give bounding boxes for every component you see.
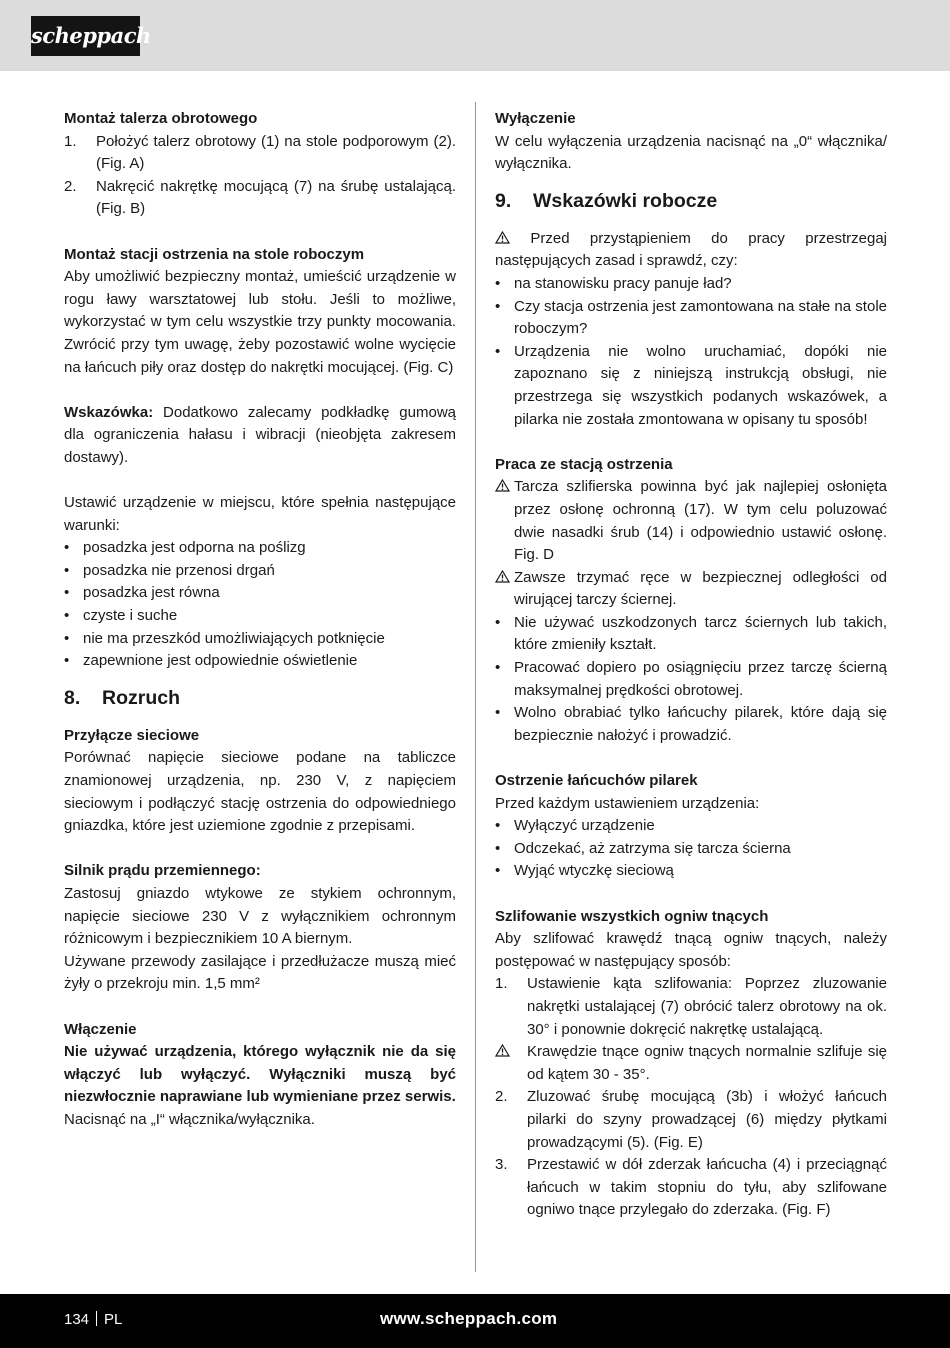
section-title-8: [64, 685, 456, 711]
list-number: 1.: [64, 132, 77, 150]
bullet-item: [495, 860, 887, 883]
bullet-icon: •: [495, 297, 501, 315]
warning-text: Zawsze trzymać ręce w bezpiecznej odległości od wirującej tarczy ściernej.: [514, 568, 887, 609]
footer: [0, 1294, 950, 1348]
paragraph-warning-intro: [495, 228, 887, 273]
bullet-text: nie ma przeszkód umożliwiających potknięcie: [83, 629, 385, 647]
bullet-text: Nie używać uszkodzonych tarcz ściernych lub takich, które zmieniły kształt.: [514, 613, 887, 654]
heading-bench-mounting: Montaż stacji ostrzenia na stole roboczym: [64, 245, 365, 263]
note-text: Dodatkowo zalecamy podkładkę gumową dla ograniczenia hałasu i wibracji (nieobjęta zakresem dostawy).: [64, 403, 456, 466]
bullet-item: [64, 560, 456, 583]
paragraph-mains: Porównać napięcie sieciowe podane na tabliczce znamionowej urządzenia, np. 230 V, z napięciem sieciowym i podłączyć stację ostrzenia do odpowiedniego gniazdka, które jest uziemione zgodnie z przepisami.: [64, 749, 456, 835]
list-number: 3.: [495, 1156, 508, 1174]
warning-item: [495, 567, 887, 612]
website-link[interactable]: www.scheppach.com: [380, 1309, 558, 1328]
bullet-text: posadzka nie przenosi drgań: [83, 561, 275, 579]
heading-grinding: Szlifowanie wszystkich ogniw tnących: [495, 907, 769, 925]
bullet-icon: •: [495, 862, 501, 880]
bullet-item: [495, 612, 887, 657]
bullet-item: [495, 273, 887, 296]
paragraph-placement: Ustawić urządzenie w miejscu, które spełnia następujące warunki:: [64, 494, 456, 534]
list-item: [495, 1086, 887, 1154]
list-item: [495, 973, 887, 1041]
left-column: [64, 108, 456, 1132]
section-name: Wskazówki robocze: [533, 189, 718, 212]
heading-sharpening: Ostrzenie łańcuchów pilarek: [495, 772, 698, 790]
paragraph-bench-mounting: Aby umożliwić bezpieczny montaż, umieścić urządzenie w rogu ławy warsztatowej lub stołu. Jeśli to możliwe, wykorzystać w tym celu wszystkie trzy punkty mocowania. Zwrócić przy tym uwagę, żeby pozostawić wolne wycięcie na łańcuch piły oraz dostęp do nakrętki mocującej. (Fig. C): [64, 268, 456, 376]
paragraph-sharpening-intro: Przed każdym ustawieniem urządzenia:: [495, 794, 760, 812]
list-item: [64, 131, 456, 176]
warning-triangle-icon: [495, 1044, 510, 1057]
warning-triangle-icon: [495, 570, 510, 583]
bullet-icon: •: [64, 561, 70, 579]
list-item: [495, 1154, 887, 1222]
paragraph-motor-2: Używane przewody zasilające i przedłużacze muszą mieć żyły o przekroju min. 1,5 mm²: [64, 952, 456, 993]
bullet-text: Wyjąć wtyczkę sieciową: [514, 862, 674, 880]
heading-switch-on: Włączenie: [64, 1020, 137, 1038]
column-divider: [475, 102, 476, 1272]
warning-text: Krawędzie tnące ogniw tnących normalnie szlifuje się od kątem 30 - 35°.: [527, 1043, 887, 1083]
bullet-text: Wolno obrabiać tylko łańcuchy pilarek, które dają się bezpiecznie nałożyć i prowadzić.: [514, 704, 887, 744]
note-paragraph: [64, 402, 456, 470]
bullet-icon: •: [495, 704, 501, 722]
list-item: [64, 176, 456, 221]
list-text: Nakręcić nakrętkę mocującą (7) na śrubę ustalającą. (Fig. B): [96, 177, 456, 218]
section-number: 8.: [64, 686, 81, 709]
bullet-text: czyste i suche: [83, 607, 178, 625]
section-number: 9.: [495, 189, 512, 212]
footer-separator: [96, 1311, 97, 1326]
heading-motor: Silnik prądu przemiennego:: [64, 862, 261, 880]
bullet-icon: •: [64, 607, 70, 625]
list-text: Położyć talerz obrotowy (1) na stole podporowym (2). (Fig. A): [96, 132, 456, 173]
warning-item: [495, 1041, 887, 1086]
section-title-9: [495, 188, 887, 214]
bullet-icon: •: [64, 539, 70, 557]
bullet-icon: •: [495, 839, 501, 857]
bullet-item: [495, 702, 887, 747]
bullet-icon: •: [495, 817, 501, 835]
list-number: 2.: [495, 1088, 508, 1106]
paragraph-switch-warning: Nie używać urządzenia, którego wyłącznik nie da się włączyć lub wyłączyć. Wyłączniki muszą być niezwłocznie naprawiane lub wymieniane przez serwis.: [64, 1043, 456, 1106]
bullet-icon: •: [64, 584, 70, 602]
list-number: 2.: [64, 177, 77, 195]
header-band: [0, 0, 950, 71]
bullet-icon: •: [64, 629, 70, 647]
language-code: PL: [104, 1311, 123, 1328]
list-text: Zluzować śrubę mocującą (3b) i włożyć łańcuch pilarki do szyny prowadzącej (6) między płytkami prowadzącymi (5). (Fig. E): [527, 1088, 887, 1151]
scheppach-logo: scheppach: [31, 16, 140, 56]
bullet-text: zapewnione jest odpowiednie oświetlenie: [83, 652, 358, 670]
bullet-item: [64, 605, 456, 628]
list-text: Ustawienie kąta szlifowania: Poprzez zluzowanie nakrętki ustalającej (7) obrócić talerz obrotowy na ok. 30° i ponownie dokręcić nakrętkę ustalającą.: [527, 975, 887, 1038]
bullet-item: [495, 838, 887, 861]
page-number: 134: [64, 1311, 90, 1328]
bullet-item: [64, 628, 456, 651]
page-number-group: [64, 1310, 122, 1330]
warning-item: [495, 476, 887, 566]
bullet-icon: •: [495, 342, 501, 360]
bullet-item: [495, 341, 887, 431]
bullet-item: [495, 657, 887, 702]
warning-intro-text: Przed przystąpieniem do pracy przestrzegaj następujących zasad i sprawdź, czy:: [495, 229, 887, 270]
warning-triangle-icon: [495, 479, 510, 492]
bullet-icon: •: [495, 274, 501, 292]
section-name: Rozruch: [102, 686, 180, 709]
bullet-text: Pracować dopiero po osiągnięciu przez tarczę ścierną maksymalnej prędkości obrotowej.: [514, 659, 887, 699]
heading-work: Praca ze stacją ostrzenia: [495, 455, 673, 473]
bullet-text: Urządzenia nie wolno uruchamiać, dopóki nie zapoznano się z niniejszą instrukcją obsługi, nie przestrzega się wszystkich podanych wskazówek, a pilarka nie została zmontowana w opisany tu sposób!: [514, 342, 887, 428]
right-column: [495, 108, 887, 1222]
note-label: Wskazówka:: [64, 403, 154, 421]
bullet-item: [64, 537, 456, 560]
bullet-item: [64, 582, 456, 605]
bullet-icon: •: [495, 613, 501, 631]
paragraph-grinding-intro: Aby szlifować krawędź tnącą ogniw tnących, należy postępować w następujący sposób:: [495, 930, 887, 970]
bullet-item: [495, 296, 887, 341]
heading-turntable-mounting: Montaż talerza obrotowego: [64, 110, 258, 127]
bullet-item: [495, 815, 887, 838]
bullet-text: na stanowisku pracy panuje ład?: [514, 274, 732, 292]
bullet-text: posadzka jest równa: [83, 584, 220, 602]
bullet-icon: •: [64, 652, 70, 670]
list-number: 1.: [495, 975, 508, 993]
bullet-text: Wyłączyć urządzenie: [514, 817, 655, 835]
list-text: Przestawić w dół zderzak łańcucha (4) i przeciągnąć łańcuch w takim stopniu do tyłu, aby szlifowane ogniwo tnące przylegało do zderzaka. (Fig. F): [527, 1156, 887, 1219]
paragraph-switch-off: W celu wyłączenia urządzenia nacisnąć na „0“ włącznika/ wyłącznika.: [495, 132, 887, 173]
bullet-text: Odczekać, aż zatrzyma się tarcza ścierna: [514, 839, 791, 857]
bullet-text: posadzka jest odporna na poślizg: [83, 539, 306, 557]
bullet-text: Czy stacja ostrzenia jest zamontowana na stałe na stole roboczym?: [514, 297, 887, 338]
warning-text: Tarcza szlifierska powinna być jak najlepiej osłonięta przez osłonę ochronną (17). W tym celu poluzować dwie nasadki śrub (14) i odpowiednio ustawić osłonę. Fig. D: [514, 478, 887, 564]
heading-mains: Przyłącze sieciowe: [64, 726, 200, 744]
heading-switch-off: Wyłączenie: [495, 110, 576, 127]
paragraph-switch-on: Nacisnąć na „I“ włącznika/wyłącznika.: [64, 1110, 315, 1128]
paragraph-motor-1: Zastosuj gniazdo wtykowe ze stykiem ochronnym, napięcie sieciowe 230 V z wyłącznikiem ochronnym różnicowym i bezpiecznikiem 10 A biernym.: [64, 885, 456, 948]
bullet-icon: •: [495, 659, 501, 677]
bullet-item: [64, 650, 456, 673]
warning-triangle-icon: [495, 231, 510, 244]
